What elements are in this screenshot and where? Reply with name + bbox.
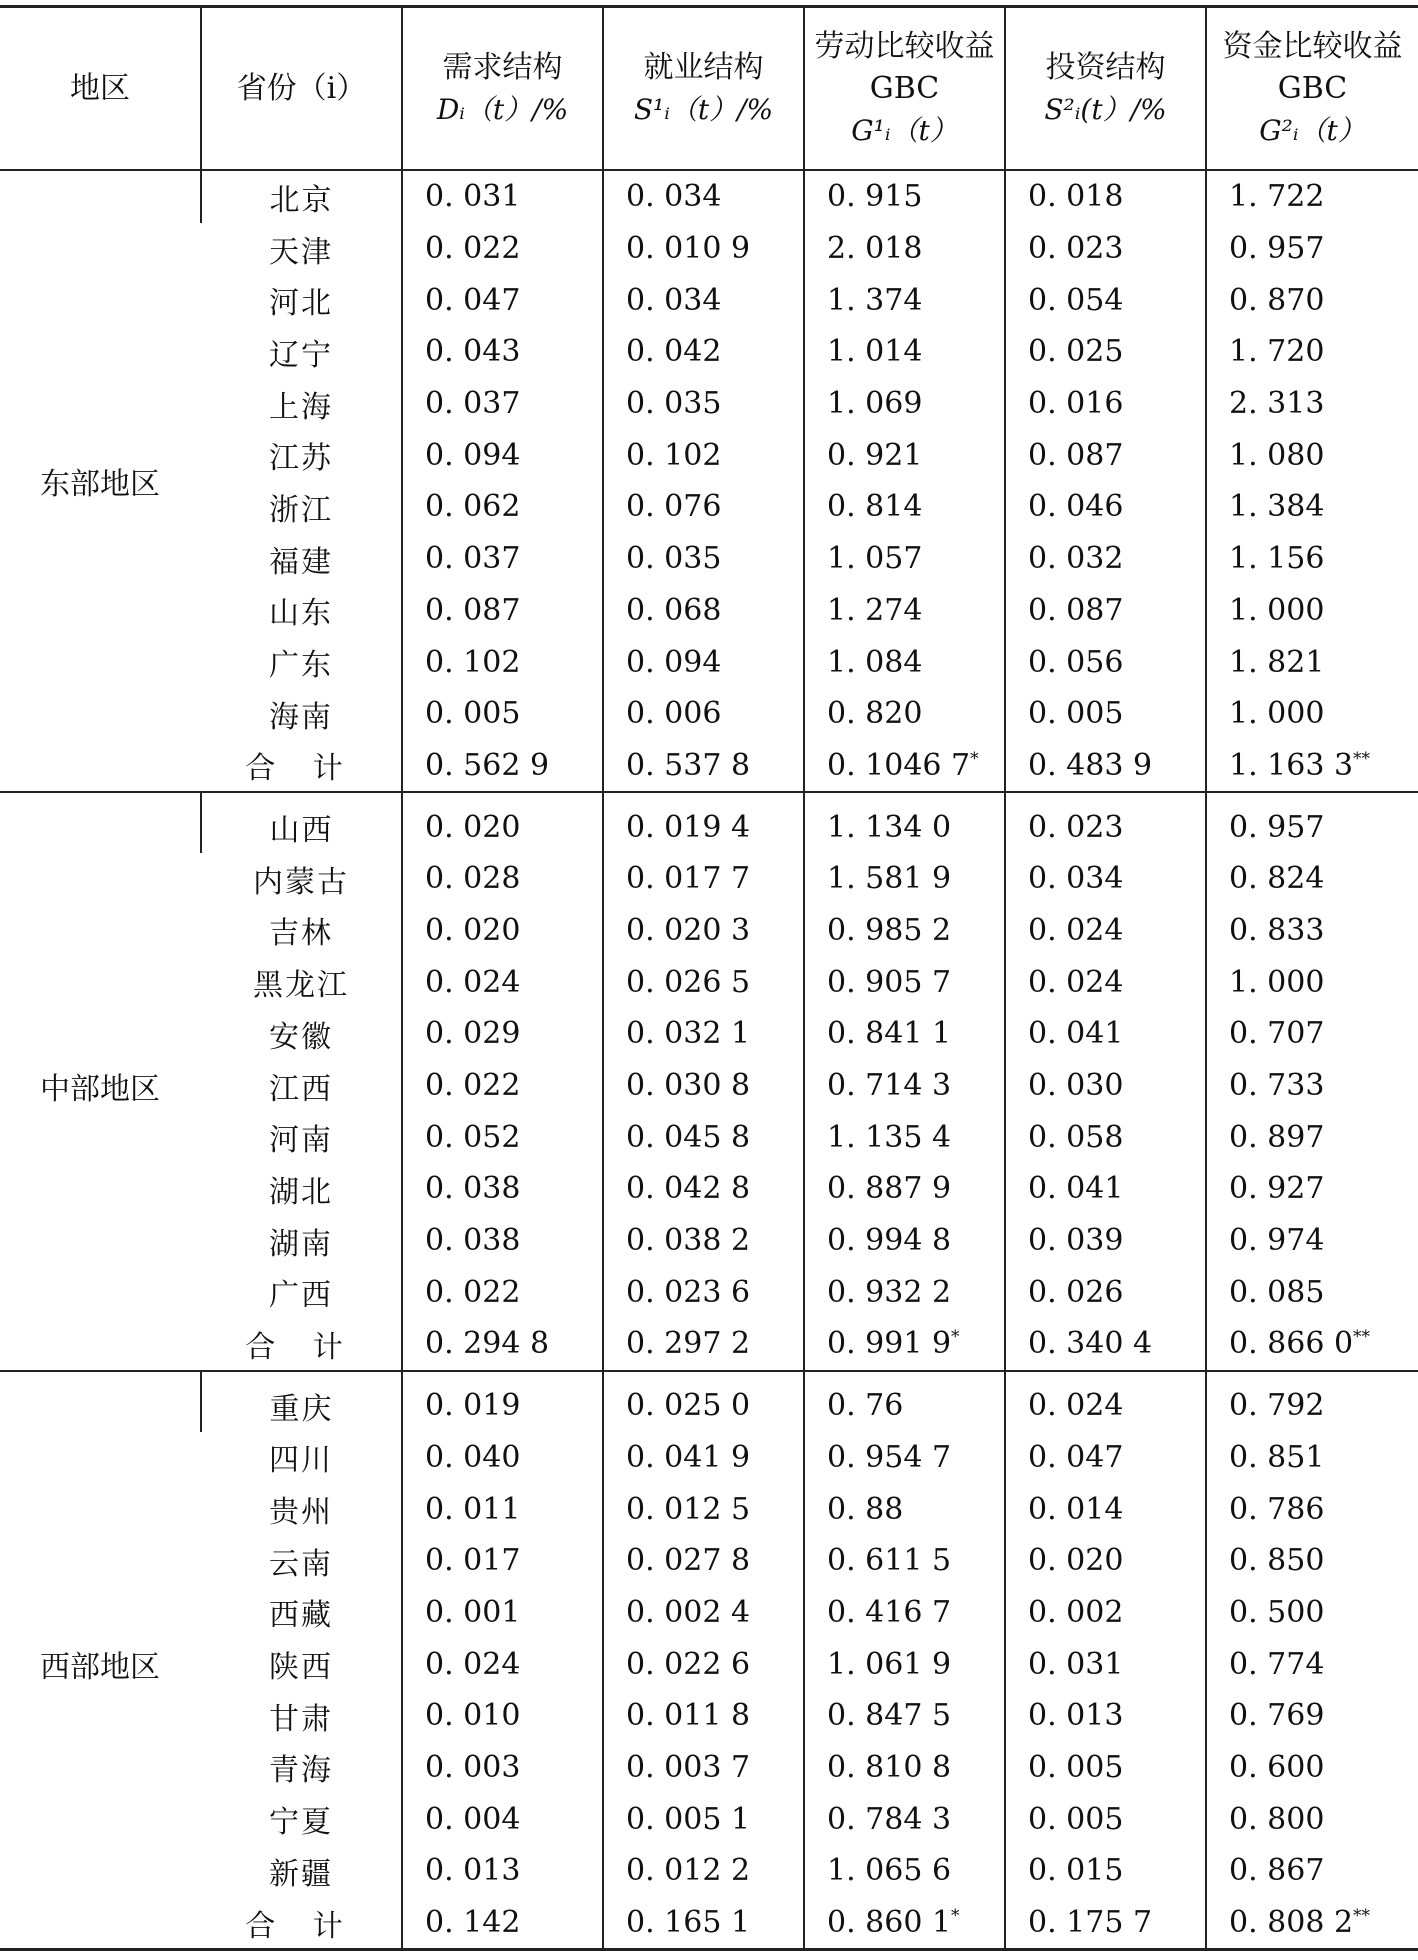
header-province: 省份（i） (201, 7, 402, 171)
province-cell: 河北 (269, 286, 333, 322)
value-cell: 0. 786 (1206, 1483, 1418, 1535)
value-cell: 1. 069 (804, 378, 1005, 430)
value-cell: 0. 769 (1206, 1690, 1418, 1742)
value-cell: 0. 094 (603, 636, 804, 688)
total-value: 0. 483 9 (1028, 747, 1153, 783)
value-cell: 0. 005 (402, 688, 603, 740)
province-cell: 山东 (269, 596, 333, 632)
table-row (0, 1638, 1418, 1690)
total-value-cell (804, 1318, 1005, 1371)
value-cell: 0. 024 (1005, 956, 1206, 1008)
value-cell: 0. 76 (804, 1371, 1005, 1432)
total-value-cell (804, 1897, 1005, 1950)
value-cell: 0. 043 (402, 326, 603, 378)
value-cell: 0. 052 (402, 1111, 603, 1163)
total-value-cell (1005, 740, 1206, 793)
table-row (0, 1163, 1418, 1215)
province-cell: 新疆 (269, 1856, 333, 1892)
total-value: 0. 860 1 (827, 1905, 952, 1941)
value-cell: 0. 850 (1206, 1535, 1418, 1587)
value-cell: 0. 020 (402, 905, 603, 957)
table-row (0, 533, 1418, 585)
value-cell: 0. 004 (402, 1793, 603, 1845)
value-cell: 0. 002 (1005, 1587, 1206, 1639)
total-value-cell (603, 1318, 804, 1371)
value-cell: 0. 027 8 (603, 1535, 804, 1587)
total-value: 0. 175 7 (1028, 1905, 1153, 1941)
value-cell: 0. 915 (804, 170, 1005, 223)
value-cell: 0. 014 (1005, 1483, 1206, 1535)
province-cell: 黑龙江 (253, 968, 349, 1004)
value-cell: 0. 031 (402, 170, 603, 223)
value-cell: 0. 954 7 (804, 1432, 1005, 1484)
value-cell: 0. 028 (402, 853, 603, 905)
total-value: 0. 991 9 (827, 1326, 952, 1362)
value-cell: 1. 384 (1206, 481, 1418, 533)
value-cell: 0. 814 (804, 481, 1005, 533)
value-cell: 1. 821 (1206, 636, 1418, 688)
value-cell: 0. 792 (1206, 1371, 1418, 1432)
value-cell: 0. 062 (402, 481, 603, 533)
total-value-cell (1005, 1897, 1206, 1950)
province-cell: 四川 (269, 1443, 333, 1479)
value-cell: 1. 722 (1206, 170, 1418, 223)
value-cell: 0. 019 (402, 1371, 603, 1432)
table-row (0, 429, 1418, 481)
value-cell: 0. 714 3 (804, 1060, 1005, 1112)
value-cell: 0. 994 8 (804, 1215, 1005, 1267)
value-cell: 0. 039 (1005, 1215, 1206, 1267)
province-cell: 陕西 (269, 1650, 333, 1686)
value-cell: 0. 841 1 (804, 1008, 1005, 1060)
value-cell: 0. 020 (1005, 1535, 1206, 1587)
value-cell: 0. 024 (402, 956, 603, 1008)
value-cell: 1. 061 9 (804, 1638, 1005, 1690)
value-cell: 0. 056 (1005, 636, 1206, 688)
value-cell: 0. 094 (402, 429, 603, 481)
value-cell: 0. 041 (1005, 1008, 1206, 1060)
total-value: 0. 537 8 (626, 747, 751, 783)
table-row (0, 378, 1418, 430)
total-value: 0. 294 8 (425, 1326, 550, 1362)
value-cell: 0. 017 (402, 1535, 603, 1587)
value-cell: 0. 032 (1005, 533, 1206, 585)
value-cell: 0. 800 (1206, 1793, 1418, 1845)
value-cell: 1. 274 (804, 585, 1005, 637)
table-row (0, 274, 1418, 326)
total-value-cell (603, 740, 804, 793)
province-cell: 福建 (269, 544, 333, 580)
value-cell: 0. 006 (603, 688, 804, 740)
value-cell: 0. 887 9 (804, 1163, 1005, 1215)
value-cell: 0. 019 4 (603, 792, 804, 853)
total-value: 0. 165 1 (626, 1905, 751, 1941)
region-cell: 西部地区 (0, 1371, 201, 1950)
value-cell: 0. 905 7 (804, 956, 1005, 1008)
table-row (0, 853, 1418, 905)
value-cell: 0. 011 (402, 1483, 603, 1535)
province-cell: 广东 (269, 648, 333, 684)
value-cell: 0. 018 (1005, 170, 1206, 223)
value-cell: 0. 022 6 (603, 1638, 804, 1690)
table-row (0, 636, 1418, 688)
value-cell: 0. 026 (1005, 1266, 1206, 1318)
value-cell: 0. 784 3 (804, 1793, 1005, 1845)
table-row (0, 223, 1418, 275)
value-cell: 1. 156 (1206, 533, 1418, 585)
value-cell: 1. 000 (1206, 956, 1418, 1008)
value-cell: 1. 135 4 (804, 1111, 1005, 1163)
significance-mark: * (951, 1906, 960, 1927)
value-cell: 1. 084 (804, 636, 1005, 688)
value-cell: 0. 038 (402, 1215, 603, 1267)
value-cell: 0. 707 (1206, 1008, 1418, 1060)
table-row (0, 170, 1418, 223)
value-cell: 0. 034 (1005, 853, 1206, 905)
province-cell: 江西 (269, 1071, 333, 1107)
province-cell: 山西 (201, 792, 402, 853)
value-cell: 0. 030 (1005, 1060, 1206, 1112)
province-cell: 甘肃 (269, 1701, 333, 1737)
value-cell: 0. 020 3 (603, 905, 804, 957)
province-cell: 广西 (269, 1278, 333, 1314)
total-value: 0. 340 4 (1028, 1326, 1153, 1362)
value-cell: 0. 957 (1206, 223, 1418, 275)
value-cell: 0. 024 (1005, 1371, 1206, 1432)
value-cell: 0. 016 (1005, 378, 1206, 430)
province-cell: 江苏 (269, 441, 333, 477)
total-value-cell (1206, 1897, 1418, 1950)
value-cell: 0. 005 (1005, 688, 1206, 740)
table-row (0, 326, 1418, 378)
value-cell: 0. 031 (1005, 1638, 1206, 1690)
province-cell: 重庆 (201, 1371, 402, 1432)
total-row (0, 1897, 1418, 1950)
total-value-cell (804, 740, 1005, 793)
value-cell: 0. 015 (1005, 1845, 1206, 1897)
significance-mark: ** (1353, 748, 1371, 769)
province-cell: 天津 (269, 234, 333, 270)
value-cell: 0. 870 (1206, 274, 1418, 326)
value-cell: 0. 017 7 (603, 853, 804, 905)
table-row (0, 1690, 1418, 1742)
value-cell: 0. 921 (804, 429, 1005, 481)
value-cell: 0. 076 (603, 481, 804, 533)
value-cell: 0. 058 (1005, 1111, 1206, 1163)
table-row (0, 1587, 1418, 1639)
region-cell: 东部地区 (0, 170, 201, 792)
value-cell: 0. 985 2 (804, 905, 1005, 957)
value-cell: 0. 023 6 (603, 1266, 804, 1318)
value-cell: 0. 038 (402, 1163, 603, 1215)
table-row (0, 481, 1418, 533)
value-cell: 0. 042 8 (603, 1163, 804, 1215)
value-cell: 0. 041 9 (603, 1432, 804, 1484)
value-cell: 1. 720 (1206, 326, 1418, 378)
value-cell: 1. 014 (804, 326, 1005, 378)
value-cell: 1. 134 0 (804, 792, 1005, 853)
total-value-cell (402, 740, 603, 793)
province-cell: 宁夏 (269, 1805, 333, 1841)
value-cell: 0. 003 (402, 1742, 603, 1794)
value-cell: 0. 087 (402, 585, 603, 637)
total-value: 0. 142 (425, 1905, 521, 1941)
total-row (0, 740, 1418, 793)
value-cell: 0. 068 (603, 585, 804, 637)
total-value-cell (603, 1897, 804, 1950)
value-cell: 0. 012 2 (603, 1845, 804, 1897)
value-cell: 0. 020 (402, 792, 603, 853)
value-cell: 0. 600 (1206, 1742, 1418, 1794)
table-row (0, 1008, 1418, 1060)
value-cell: 1. 374 (804, 274, 1005, 326)
significance-mark: * (970, 748, 979, 769)
total-value-cell (1206, 1318, 1418, 1371)
significance-mark: * (951, 1327, 960, 1348)
value-cell: 0. 026 5 (603, 956, 804, 1008)
province-cell: 辽宁 (269, 337, 333, 373)
total-value-cell (402, 1318, 603, 1371)
value-cell: 0. 416 7 (804, 1587, 1005, 1639)
total-value-cell (1206, 740, 1418, 793)
region-cell: 中部地区 (0, 792, 201, 1371)
table-row (0, 1060, 1418, 1112)
value-cell: 0. 038 2 (603, 1215, 804, 1267)
table-row (0, 1535, 1418, 1587)
table-row (0, 1742, 1418, 1794)
value-cell: 1. 000 (1206, 688, 1418, 740)
province-cell: 青海 (269, 1753, 333, 1789)
value-cell: 0. 037 (402, 378, 603, 430)
value-cell: 0. 035 (603, 378, 804, 430)
value-cell: 0. 022 (402, 1060, 603, 1112)
value-cell: 1. 581 9 (804, 853, 1005, 905)
value-cell: 0. 102 (603, 429, 804, 481)
value-cell: 0. 867 (1206, 1845, 1418, 1897)
table-row (0, 1793, 1418, 1845)
value-cell: 0. 001 (402, 1587, 603, 1639)
table-row (0, 956, 1418, 1008)
province-cell: 安徽 (269, 1019, 333, 1055)
value-cell: 0. 047 (1005, 1432, 1206, 1484)
significance-mark: ** (1353, 1327, 1371, 1348)
province-cell: 湖北 (269, 1174, 333, 1210)
value-cell: 0. 005 (1005, 1742, 1206, 1794)
table-row (0, 1111, 1418, 1163)
value-cell: 0. 774 (1206, 1638, 1418, 1690)
total-row (0, 1318, 1418, 1371)
table-row (0, 585, 1418, 637)
value-cell: 2. 018 (804, 223, 1005, 275)
header-labor-gbc: 劳动比较收益 GBC G¹ᵢ（t） (804, 7, 1005, 171)
table-row (0, 1371, 1418, 1432)
province-cell: 西藏 (269, 1598, 333, 1634)
value-cell: 0. 733 (1206, 1060, 1418, 1112)
value-cell: 0. 897 (1206, 1111, 1418, 1163)
total-label: 合 计 (201, 1318, 402, 1371)
province-cell: 云南 (269, 1546, 333, 1582)
value-cell: 0. 002 4 (603, 1587, 804, 1639)
total-value-cell (402, 1897, 603, 1950)
value-cell: 0. 013 (402, 1845, 603, 1897)
value-cell: 0. 851 (1206, 1432, 1418, 1484)
value-cell: 0. 932 2 (804, 1266, 1005, 1318)
total-label: 合 计 (201, 1897, 402, 1950)
regional-structure-table (0, 5, 1418, 1951)
total-value: 1. 163 3 (1229, 747, 1354, 783)
value-cell: 0. 023 (1005, 792, 1206, 853)
value-cell: 1. 057 (804, 533, 1005, 585)
value-cell: 0. 833 (1206, 905, 1418, 957)
value-cell: 1. 000 (1206, 585, 1418, 637)
total-value: 0. 1046 7 (827, 747, 971, 783)
province-cell: 浙江 (269, 492, 333, 528)
value-cell: 0. 500 (1206, 1587, 1418, 1639)
value-cell: 0. 974 (1206, 1215, 1418, 1267)
value-cell: 0. 013 (1005, 1690, 1206, 1742)
value-cell: 0. 042 (603, 326, 804, 378)
value-cell: 1. 080 (1206, 429, 1418, 481)
header-employment: 就业结构 S¹ᵢ（t）/% (603, 7, 804, 171)
value-cell: 0. 087 (1005, 429, 1206, 481)
total-value-cell (1005, 1318, 1206, 1371)
province-cell: 内蒙古 (253, 864, 349, 900)
table-row (0, 1845, 1418, 1897)
value-cell: 0. 047 (402, 274, 603, 326)
value-cell: 0. 012 5 (603, 1483, 804, 1535)
value-cell: 0. 611 5 (804, 1535, 1005, 1587)
value-cell: 0. 029 (402, 1008, 603, 1060)
table-row (0, 1483, 1418, 1535)
value-cell: 0. 045 8 (603, 1111, 804, 1163)
table-row (0, 1215, 1418, 1267)
value-cell: 0. 037 (402, 533, 603, 585)
value-cell: 0. 847 5 (804, 1690, 1005, 1742)
value-cell: 0. 025 0 (603, 1371, 804, 1432)
value-cell: 0. 087 (1005, 585, 1206, 637)
value-cell: 0. 005 1 (603, 1793, 804, 1845)
value-cell: 0. 820 (804, 688, 1005, 740)
value-cell: 0. 032 1 (603, 1008, 804, 1060)
province-cell: 吉林 (269, 916, 333, 952)
table-row (0, 905, 1418, 957)
value-cell: 0. 024 (1005, 905, 1206, 957)
value-cell: 0. 041 (1005, 1163, 1206, 1215)
province-cell: 贵州 (269, 1495, 333, 1531)
value-cell: 0. 022 (402, 1266, 603, 1318)
header-region: 地区 (0, 7, 201, 171)
value-cell: 0. 023 (1005, 223, 1206, 275)
value-cell: 0. 005 (1005, 1793, 1206, 1845)
value-cell: 0. 030 8 (603, 1060, 804, 1112)
table-row (0, 1432, 1418, 1484)
value-cell: 0. 957 (1206, 792, 1418, 853)
total-value: 0. 808 2 (1229, 1905, 1354, 1941)
total-value: 0. 297 2 (626, 1326, 751, 1362)
value-cell: 1. 065 6 (804, 1845, 1005, 1897)
value-cell: 0. 024 (402, 1638, 603, 1690)
value-cell: 0. 010 (402, 1690, 603, 1742)
value-cell: 0. 810 8 (804, 1742, 1005, 1794)
table-header (0, 7, 1418, 171)
total-value: 0. 866 0 (1229, 1326, 1354, 1362)
value-cell: 0. 010 9 (603, 223, 804, 275)
header-capital-gbc: 资金比较收益 GBC G²ᵢ（t） (1206, 7, 1418, 171)
header-demand: 需求结构 Dᵢ（t）/% (402, 7, 603, 171)
total-value: 0. 562 9 (425, 747, 550, 783)
table-row (0, 1266, 1418, 1318)
table-body (0, 170, 1418, 1950)
value-cell: 0. 046 (1005, 481, 1206, 533)
value-cell: 0. 085 (1206, 1266, 1418, 1318)
value-cell: 0. 011 8 (603, 1690, 804, 1742)
value-cell: 0. 022 (402, 223, 603, 275)
value-cell: 0. 034 (603, 170, 804, 223)
value-cell: 0. 102 (402, 636, 603, 688)
value-cell: 0. 034 (603, 274, 804, 326)
value-cell: 0. 040 (402, 1432, 603, 1484)
significance-mark: ** (1353, 1906, 1371, 1927)
province-cell: 海南 (269, 699, 333, 735)
header-investment: 投资结构 S²ᵢ(t）/% (1005, 7, 1206, 171)
province-cell: 湖南 (269, 1226, 333, 1262)
table-row (0, 688, 1418, 740)
value-cell: 2. 313 (1206, 378, 1418, 430)
table-row (0, 792, 1418, 853)
province-cell: 北京 (201, 170, 402, 223)
total-label: 合 计 (201, 740, 402, 793)
value-cell: 0. 054 (1005, 274, 1206, 326)
value-cell: 0. 824 (1206, 853, 1418, 905)
value-cell: 0. 025 (1005, 326, 1206, 378)
value-cell: 0. 003 7 (603, 1742, 804, 1794)
value-cell: 0. 927 (1206, 1163, 1418, 1215)
province-cell: 河南 (269, 1123, 333, 1159)
value-cell: 0. 88 (804, 1483, 1005, 1535)
value-cell: 0. 035 (603, 533, 804, 585)
province-cell: 上海 (269, 389, 333, 425)
